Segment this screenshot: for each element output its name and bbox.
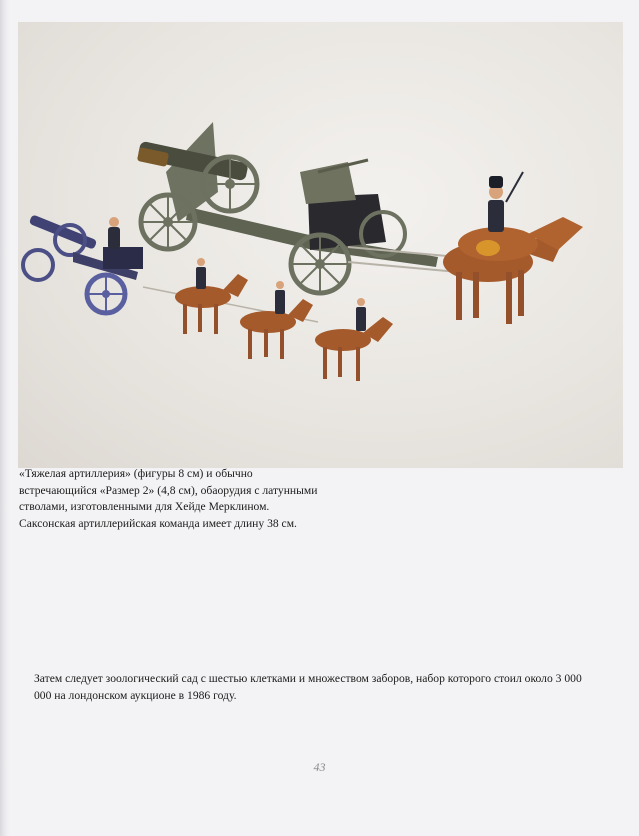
photo-caption: «Тяжелая артиллерия» (фигуры 8 см) и обычно встречающийся «Размер 2» (4,8 см), обаорудия с латунными стволами, изготовленными для Хейде Мерклином. Саксонская артиллерийская команда имеет длину 38 см. xyxy=(19,467,318,530)
body-paragraph: Затем следует зоологический сад с шестью клетками и множеством заборов, набор которого стоил около 3 000 000 на лондонском аукционе в 1986 году. xyxy=(34,672,582,702)
small-horse-team xyxy=(175,258,393,381)
page-number: 43 xyxy=(313,760,326,774)
heavy-artillery-horses xyxy=(443,172,583,324)
page-edge-shadow xyxy=(0,0,10,836)
toy-artillery-photo xyxy=(18,22,623,468)
heavy-artillery-gun xyxy=(137,122,458,293)
